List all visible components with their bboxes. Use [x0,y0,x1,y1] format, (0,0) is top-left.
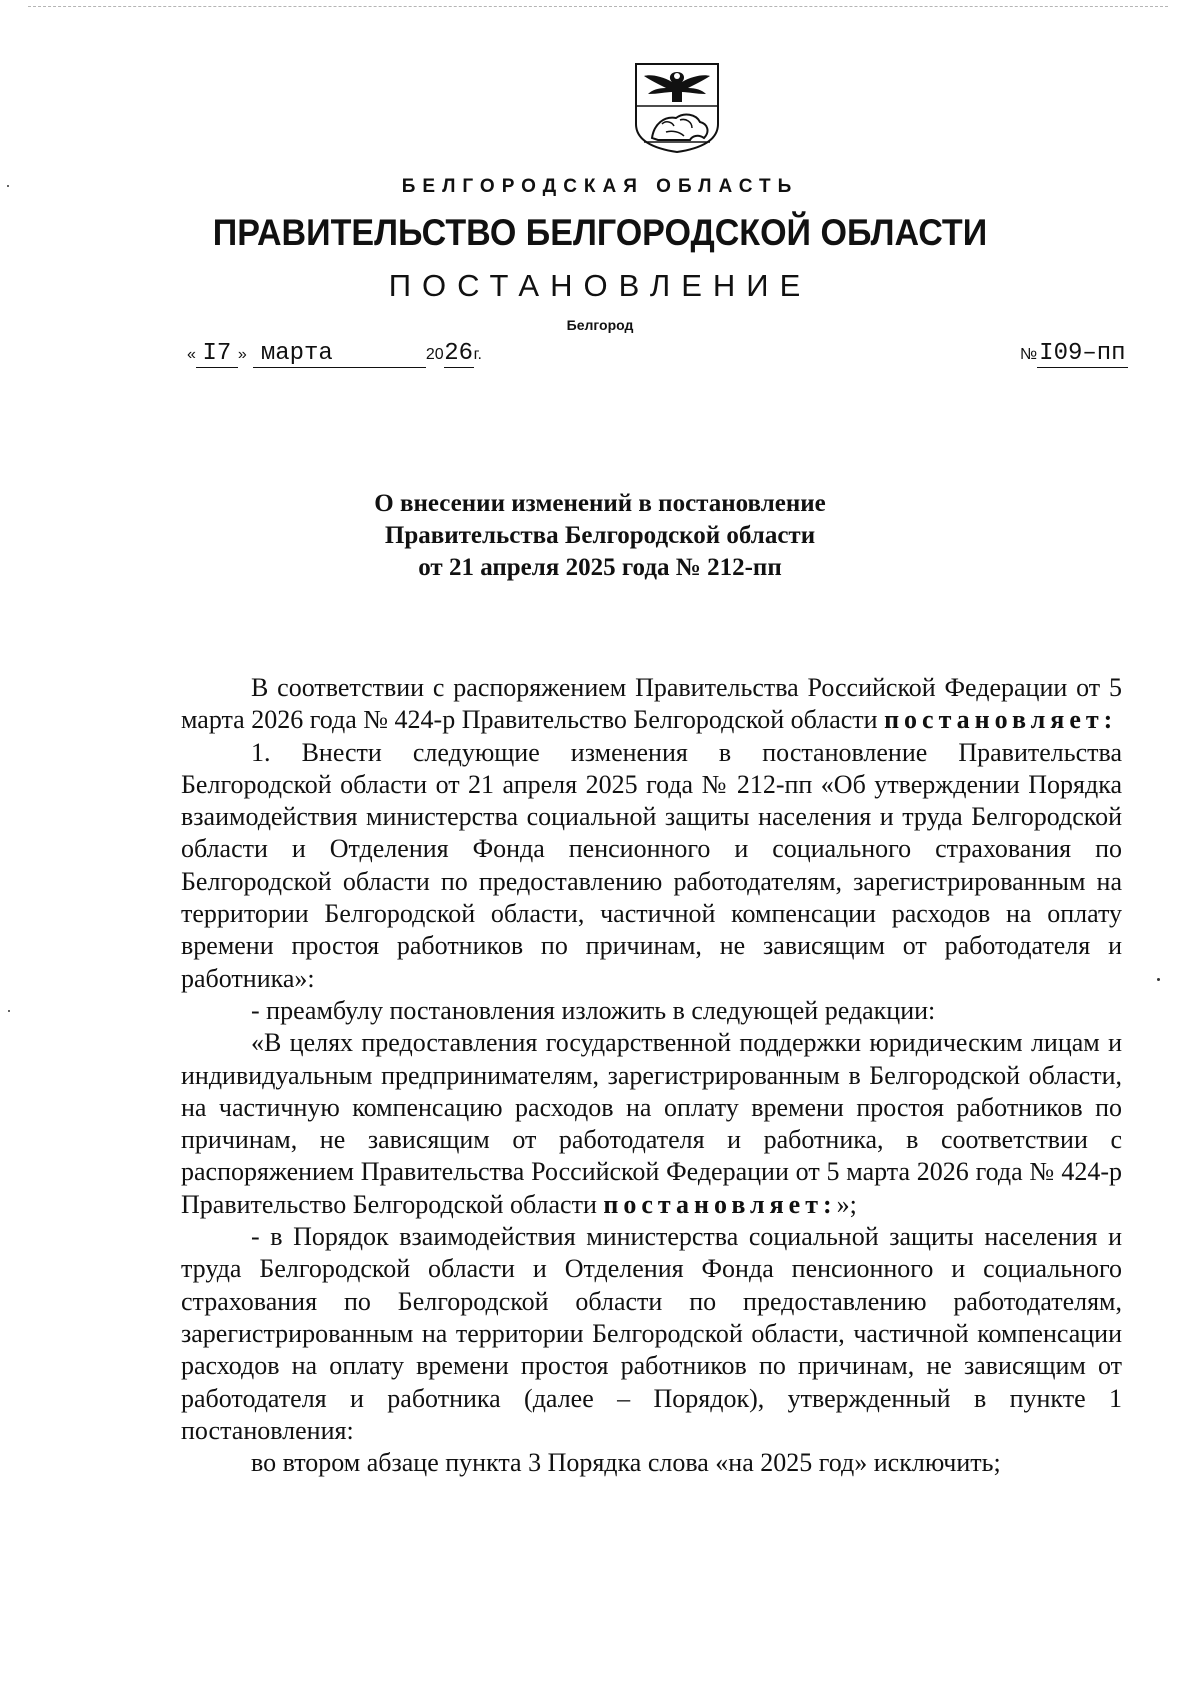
date-close-quote: » [237,346,247,363]
date-year-suffix: 26 [444,340,474,367]
paragraph-amendment: во втором абзаце пункта 3 Порядка слова «на 2025 год» исключить; [251,1448,1001,1478]
date-year-abbr: г. [473,346,482,363]
scan-edge-line [28,6,1168,7]
city-name: Белгород [566,317,634,333]
document-number [1020,340,1128,368]
number-sign: № [1020,346,1038,363]
paragraph-procedure-change: - в Порядок взаимодействия министерства социальной защиты населения и труда Белгородской области и Отделения Фонда пенсионного и социального страхования по Белгородской области по предоставлению работодателям, зарегистрированным на территории Белгородской области, частичной компенсации расходов на оплату времени простоя работников по причинам, не зависящим от работодателя и работника (далее – Порядок), утвержденный в пункте 1 постановления: [181,1222,1122,1445]
region-name: БЕЛГОРОДСКАЯ ОБЛАСТЬ [401,176,799,197]
decree-word: постановляет: [884,705,1118,735]
title-line-1: О внесении изменений в постановление [374,490,826,517]
paragraph-preamble-text: В соответствии с распоряжением Правительства Российской Федерации от 5 марта 2026 года № 424-р Правительство Белгородской области [181,673,1122,735]
scan-speck [8,1010,10,1012]
decree-word-quoted: постановляет: [603,1189,837,1219]
document-body [181,672,1122,1479]
coat-of-arms-emblem [632,62,722,154]
date-year-prefix: 20 [425,346,444,363]
number-value: I09–пп [1039,340,1126,367]
paragraph-preamble-change: - преамбулу постановления изложить в следующей редакции: [251,995,936,1025]
document-date [187,340,482,368]
date-month: марта [253,340,426,368]
government-name: ПРАВИТЕЛЬСТВО БЕЛГОРОДСКОЙ ОБЛАСТИ [212,212,988,253]
paragraph-preamble [181,672,1122,737]
document-type: ПОСТАНОВЛЕНИЕ [388,268,812,303]
scan-speck [1157,978,1160,981]
paragraph-new-preamble [181,1027,1122,1221]
title-line-2: Правительства Белгородской области [384,522,816,549]
document-title [0,488,1200,584]
date-day: I7 [196,340,238,368]
paragraph-item-1: 1. Внести следующие изменения в постановление Правительства Белгородской области от 21 апреля 2025 года № 212-пп «Об утверждении Порядка взаимодействия министерства социальной защиты населения и труда Белгородской области и Отделения Фонда пенсионного и социального страхования по Белгородской области по предоставлению работодателям, зарегистрированным на территории Белгородской области, частичной компенсации расходов на оплату времени простоя работников по причинам, не зависящим от работодателя и работника»: [181,737,1122,993]
paragraph-new-preamble-text: «В целях предоставления государственной поддержки юридическим лицам и индивидуальным предпринимателям, зарегистрированным в Белгородской области, на частичную компенсацию расходов на оплату времени простоя работников по причинам, не зависящим от работодателя и работника, в соответствии с распоряжением Правительства Российской Федерации от 5 марта 2026 года № 424-р Правительство Белгородской области [181,1028,1122,1219]
scan-speck [7,185,9,187]
title-line-3: от 21 апреля 2025 года № 212-пп [418,554,782,581]
quote-end: »; [836,1189,857,1219]
date-open-quote: « [187,346,196,363]
